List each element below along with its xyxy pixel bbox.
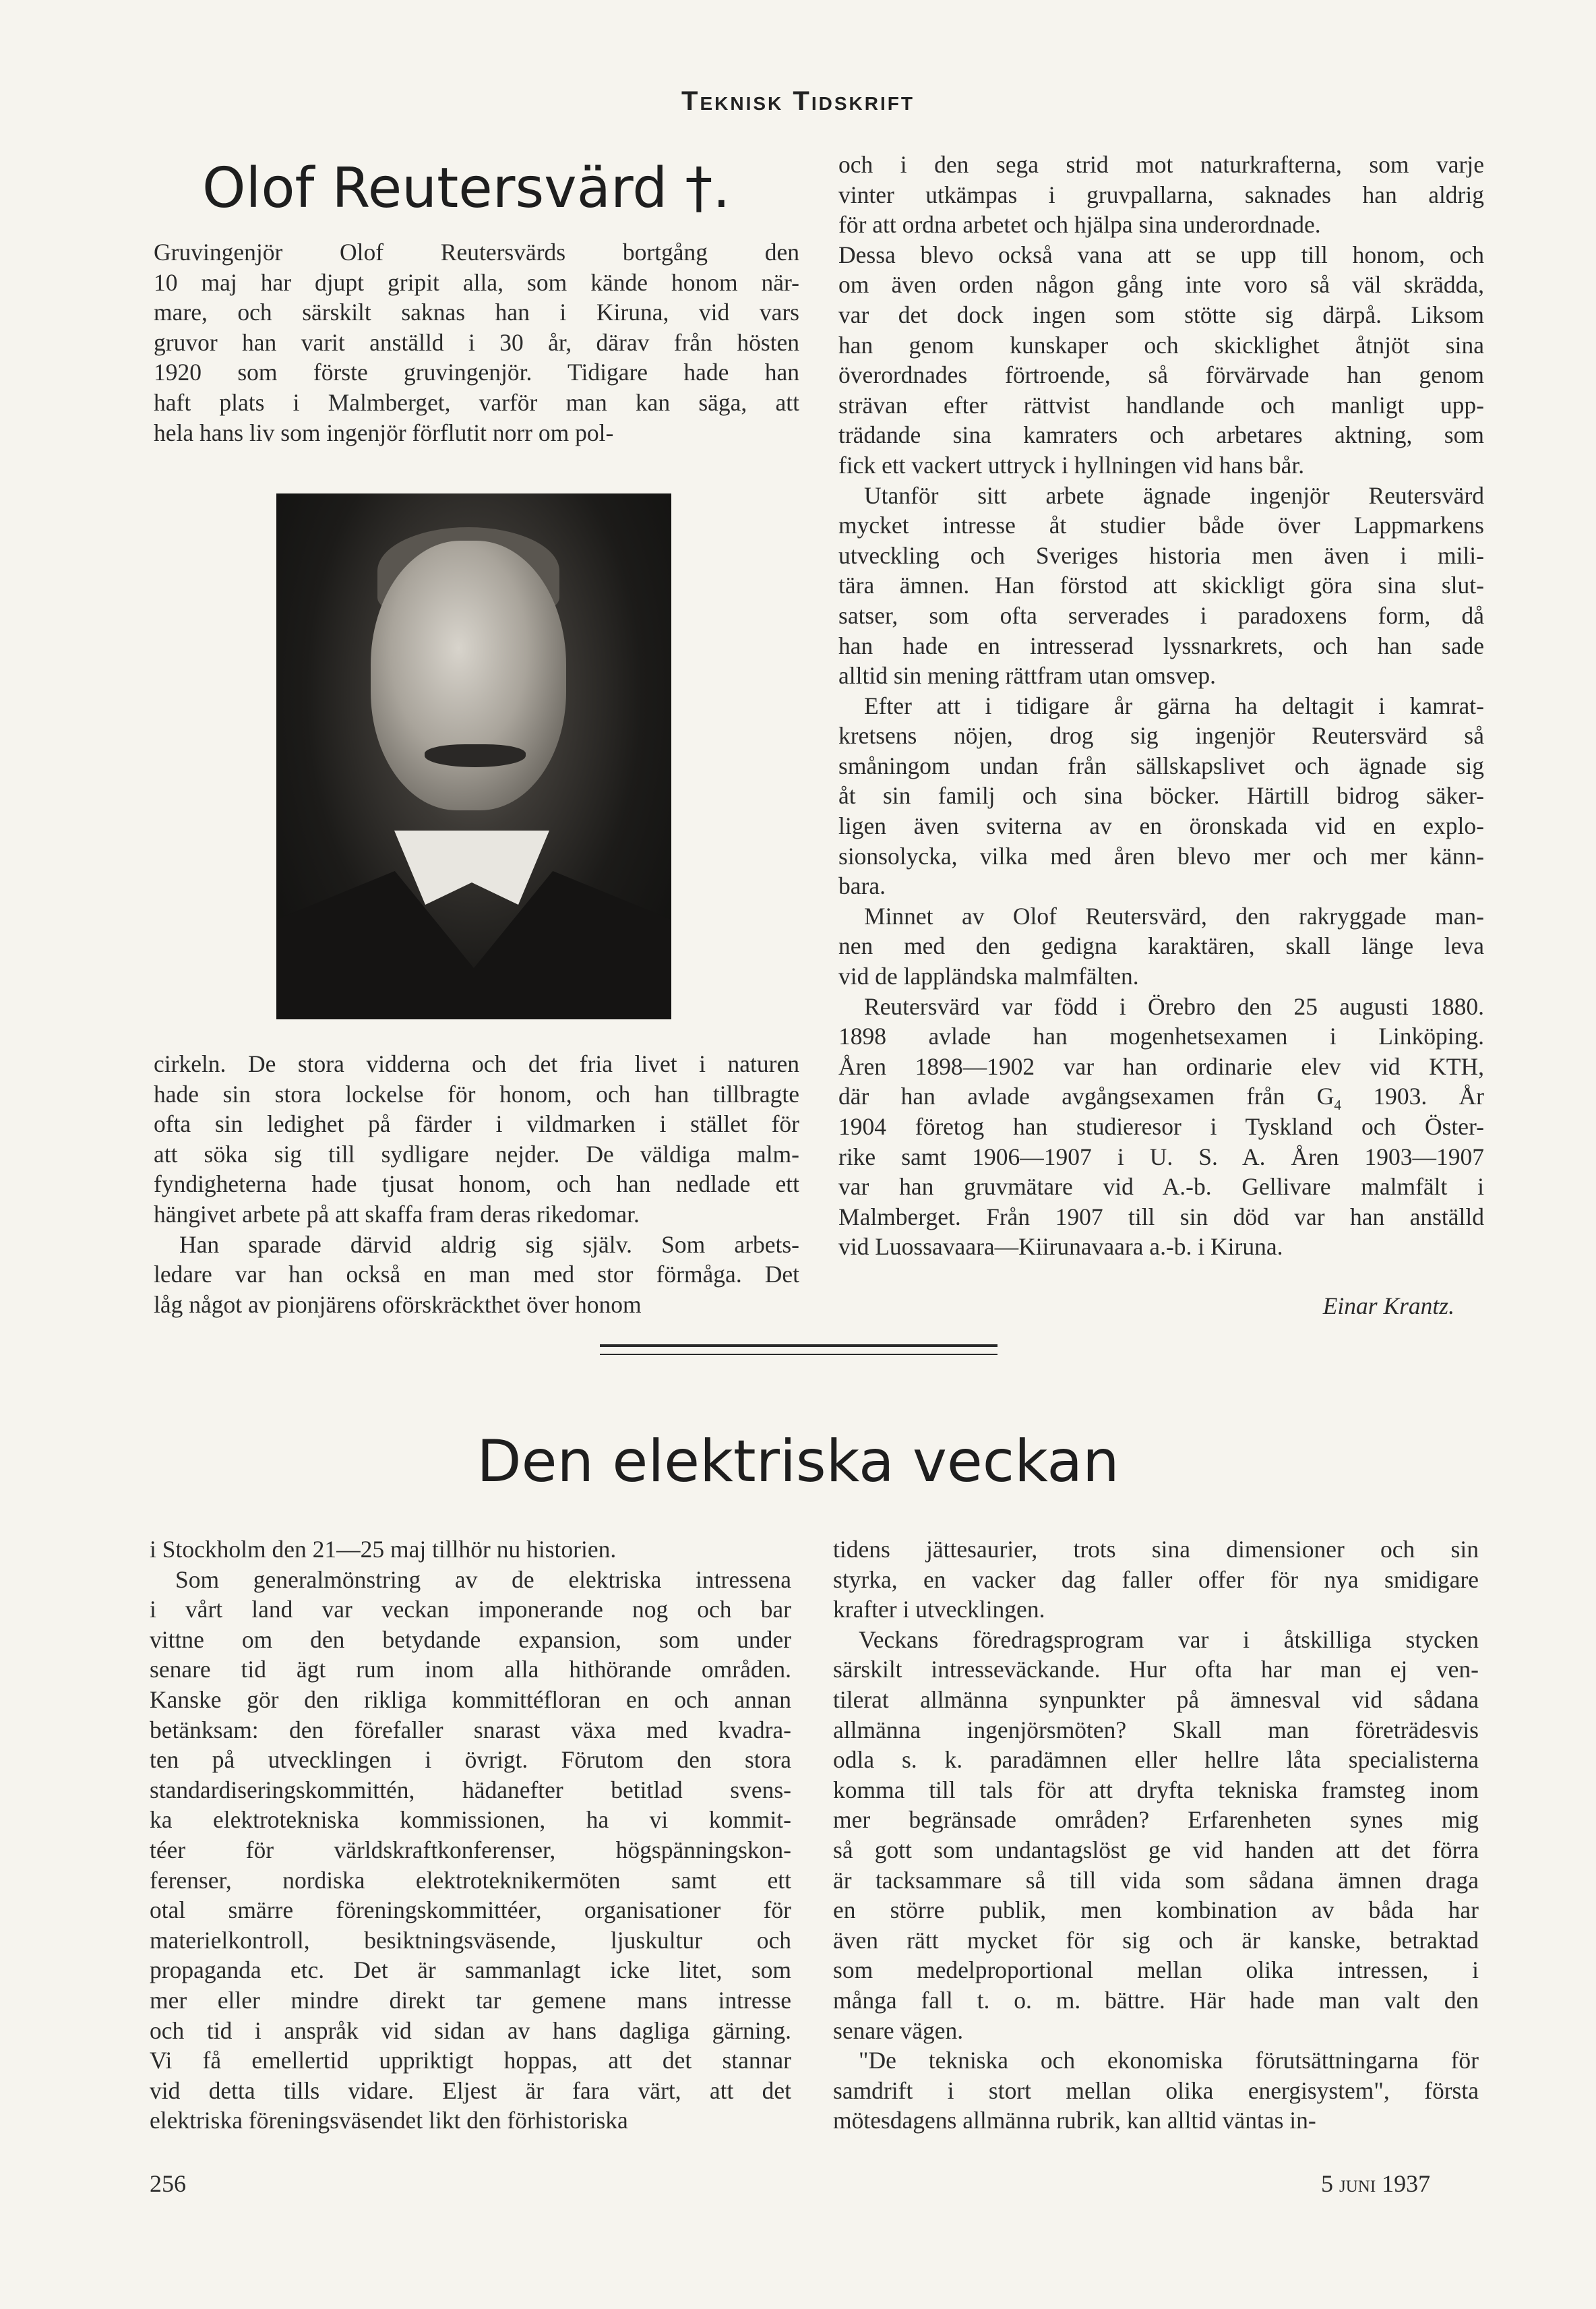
text-line: en större publik, men kombination av båda har xyxy=(833,1896,1479,1924)
text-line: Dessa blevo också vana att se upp till honom, och xyxy=(838,241,1484,268)
text-line: ledare var han också en man med stor förmåga. Det xyxy=(154,1261,799,1288)
text-line: vid Luossavaara—Kiirunavaara a.-b. i Kiruna. xyxy=(838,1233,1283,1261)
issue-date: 5 juni 1937 xyxy=(1321,2170,1431,2197)
text-line: fick ett vackert uttryck i hyllningen vid hans bår. xyxy=(838,451,1305,479)
text-line: komma till tals för att dryfta tekniska framsteg inom xyxy=(833,1776,1479,1803)
text-line: ligen även sviterna av en öronskada vid en explo- xyxy=(838,812,1484,840)
text-line: vittne om den betydande expansion, som under xyxy=(150,1625,791,1653)
text-line: elektriska föreningsväsendet likt den förhistoriska xyxy=(150,2107,628,2134)
text-line: mare, och särskilt saknas han i Kiruna, vid vars xyxy=(154,299,799,326)
text-line: Kanske gör den rikliga kommittéfloran en och annan xyxy=(150,1685,791,1713)
text-line: gruvor han varit anställd i 30 år, därav från hösten xyxy=(154,328,799,356)
text-line: utveckling och Sveriges historia men även i mili- xyxy=(838,541,1484,569)
journal-header: Teknisk Tidskrift xyxy=(681,86,915,116)
text-line: Som generalmönstring av de elektriska intressena xyxy=(175,1565,791,1593)
portrait-photo xyxy=(276,493,671,1019)
text-line: krafter i utvecklingen. xyxy=(833,1596,1045,1623)
text-line: alltid sin mening rättfram utan omsvep. xyxy=(838,662,1216,690)
article1-col1-top xyxy=(154,237,799,448)
text-line: Reutersvärd var född i Örebro den 25 augusti 1880. xyxy=(864,992,1484,1020)
text-line: mer eller mindre direkt tar gemene mans intresse xyxy=(150,1986,791,2014)
text-line: att söka sig till sydligare nejder. De väldiga malm- xyxy=(154,1140,799,1168)
text-line: så gott som undantagslöst ge vid handen att det förra xyxy=(833,1836,1479,1863)
text-line: i Stockholm den 21—25 maj tillhör nu historien. xyxy=(150,1536,617,1563)
text-line: tära ämnen. Han förstod att skickligt göra sina slut- xyxy=(838,572,1484,599)
text-line: téer för världskraftkonferenser, högspänningskon- xyxy=(150,1836,791,1863)
text-line: betänksam: den förefaller snarast växa med kvadra- xyxy=(150,1716,791,1743)
text-line: 1904 företog han studieresor i Tyskland och Öster- xyxy=(838,1113,1484,1140)
text-line: han hade en intresserad lyssnarkrets, och han sade xyxy=(838,632,1484,659)
text-line: var han gruvmätare vid A.-b. Gellivare malmfält i xyxy=(838,1173,1484,1201)
article1-col2 xyxy=(838,150,1484,1262)
text-line: Vi få emellertid uppriktigt hoppas, att det stannar xyxy=(150,2047,791,2074)
article2-title: Den elektriska veckan xyxy=(477,1428,1119,1495)
text-line: Efter att i tidigare år gärna ha deltagit i kamrat- xyxy=(864,692,1484,719)
text-line: ofta sin ledighet på färder i vildmarken i stället för xyxy=(154,1110,799,1138)
text-line: hade sin stora lockelse för honom, och han tillbragte xyxy=(154,1080,799,1108)
text-line: rike samt 1906—1907 i U. S. A. Åren 1903—1907 xyxy=(838,1143,1484,1170)
article1-col1-bottom xyxy=(154,1049,799,1319)
text-line: överordnades förtroende, så förvärvade han genom xyxy=(838,361,1484,389)
article1-signature: Einar Krantz. xyxy=(1322,1292,1454,1319)
text-line: hela hans liv som ingenjör förflutit norr om pol- xyxy=(154,419,614,446)
text-line: trädande sina kamraters och arbetares aktning, som xyxy=(838,421,1484,449)
text-line: Veckans föredragsprogram var i åtskilliga stycken xyxy=(859,1625,1479,1653)
text-line: där han avlade avgångsexamen från $G_4$ 1903. År xyxy=(838,1081,1484,1112)
text-line: "De tekniska och ekonomiska förutsättningarna för xyxy=(859,2047,1479,2074)
text-line: vid de lappländska malmfälten. xyxy=(838,963,1139,990)
text-line: vinter utkämpas i gruvpallarna, saknades han aldrig xyxy=(838,181,1484,208)
text-line: sionsolycka, vilka med åren blevo mer och mer känn- xyxy=(838,842,1484,870)
portrait-coat xyxy=(276,871,671,1019)
text-line: cirkeln. De stora vidderna och det fria livet i naturen xyxy=(154,1050,799,1077)
text-line: nen med den gedigna karaktären, skall länge leva xyxy=(838,932,1484,960)
article-divider xyxy=(600,1344,998,1355)
text-line: 1920 som förste gruvingenjör. Tidigare hade han xyxy=(154,359,799,386)
text-line: och tid i anspråk vid sidan av hans dagliga gärning. xyxy=(150,2016,791,2044)
text-line: även rätt mycket för sig och är kanske, betraktad xyxy=(833,1926,1479,1954)
text-line: propaganda etc. Det är sammanlagt icke litet, som xyxy=(150,1956,791,1984)
text-line: haft plats i Malmberget, varför man kan säga, att xyxy=(154,388,799,416)
text-line: och i den sega strid mot naturkrafterna, som varje xyxy=(838,151,1484,178)
text-fragment: 1903. År xyxy=(1341,1083,1484,1110)
text-line: åt sin familj och sina böcker. Härtill bidrog säker- xyxy=(838,782,1484,810)
text-line: för att ordna arbetet och hjälpa sina underordnade. xyxy=(838,211,1321,239)
text-line: är tacksammare så till vida som sådana ämnen draga xyxy=(833,1866,1479,1894)
article2-col2 xyxy=(833,1534,1479,2136)
text-line: Åren 1898—1902 var han ordinarie elev vid KTH, xyxy=(838,1052,1484,1080)
text-line: 1898 avlade han mogenhetsexamen i Linköping. xyxy=(838,1023,1484,1050)
text-line: ferenser, nordiska elektroteknikermöten samt ett xyxy=(150,1866,791,1894)
text-line: hängivet arbete på att skaffa fram deras rikedomar. xyxy=(154,1200,640,1228)
text-line: han genom kunskaper och skicklighet åtnjöt sina xyxy=(838,331,1484,359)
text-line: låg något av pionjärens oförskräckthet över honom xyxy=(154,1290,642,1318)
text-line: fyndigheterna hade tjusat honom, och han nedlade ett xyxy=(154,1170,799,1198)
text-line: satser, som ofta serverades i paradoxens form, då xyxy=(838,601,1484,629)
portrait-mustache xyxy=(425,744,526,767)
text-line: ka elektrotekniska kommissionen, ha vi kommit- xyxy=(150,1806,791,1834)
text-line: vid detta tills vidare. Eljest är fara värt, att det xyxy=(150,2076,791,2104)
text-line: senare tid ägt rum inom alla hithörande områden. xyxy=(150,1656,791,1683)
text-line: mötesdagens allmänna rubrik, kan alltid väntas in- xyxy=(833,2107,1316,2134)
text-line: mer begränsade områden? Erfarenheten synes mig xyxy=(833,1806,1479,1834)
text-line: småningom undan från sällskapslivet och ägnade sig xyxy=(838,752,1484,779)
text-line: om även orden någon gång inte voro så väl skrädda, xyxy=(838,271,1484,299)
text-line: Gruvingenjör Olof Reutersvärds bortgång den xyxy=(154,239,799,266)
text-line: många fall t. o. m. bättre. Här hade man valt den xyxy=(833,1986,1479,2014)
text-line: styrka, en vacker dag faller offer för nya smidigare xyxy=(833,1565,1479,1593)
text-line: tidens jättesaurier, trots sina dimensioner och sin xyxy=(833,1536,1479,1563)
text-line: Minnet av Olof Reutersvärd, den rakryggade man- xyxy=(864,902,1484,930)
text-line: materielkontroll, besiktningsväsende, ljuskultur och xyxy=(150,1926,791,1954)
text-line: mycket intresse åt studier både över Lappmarkens xyxy=(838,512,1484,539)
text-line: Utanför sitt arbete ägnade ingenjör Reutersvärd xyxy=(864,481,1484,509)
text-line: 10 maj har djupt gripit alla, som kände honom när- xyxy=(154,268,799,296)
text-line: tilerat allmänna synpunkter på ämnesval vid sådana xyxy=(833,1685,1479,1713)
text-line: i vårt land var veckan imponerande nog och bar xyxy=(150,1596,791,1623)
text-line: bara. xyxy=(838,872,886,900)
article2-col1 xyxy=(150,1534,791,2136)
text-line: kretsens nöjen, drog sig ingenjör Reutersvärd så xyxy=(838,722,1484,750)
text-line: allmänna ingenjörsmöten? Skall man företrädesvis xyxy=(833,1716,1479,1743)
article1-title: Olof Reutersvärd †. xyxy=(202,156,731,220)
portrait-face xyxy=(371,541,566,810)
text-line: strävan efter rättvist handlande och manligt upp- xyxy=(838,391,1484,419)
text-line: Malmberget. Från 1907 till sin död var han anställd xyxy=(838,1203,1484,1230)
text-line: samdrift i stort mellan olika energisystem", första xyxy=(833,2076,1479,2104)
text-line: Han sparade därvid aldrig sig själv. Som arbets- xyxy=(179,1230,799,1258)
subscript: 4 xyxy=(1334,1097,1342,1112)
portrait-collar xyxy=(394,831,549,905)
text-line: var det dock ingen som stötte sig därpå. Liksom xyxy=(838,301,1484,328)
text-line: senare vägen. xyxy=(833,2016,964,2044)
text-line: som medelproportional mellan olika intressen, i xyxy=(833,1956,1479,1984)
text-line: standardiseringskommittén, hädanefter betitlad svens- xyxy=(150,1776,791,1803)
text-line: ten på utvecklingen i övrigt. Förutom den stora xyxy=(150,1746,791,1774)
page-number: 256 xyxy=(150,2170,186,2197)
text-line: särskilt intresseväckande. Hur ofta har man ej ven- xyxy=(833,1656,1479,1683)
text-line: odla s. k. paradämnen eller hellre låta specialisterna xyxy=(833,1746,1479,1774)
text-line: otal smärre föreningskommittéer, organisationer för xyxy=(150,1896,791,1924)
